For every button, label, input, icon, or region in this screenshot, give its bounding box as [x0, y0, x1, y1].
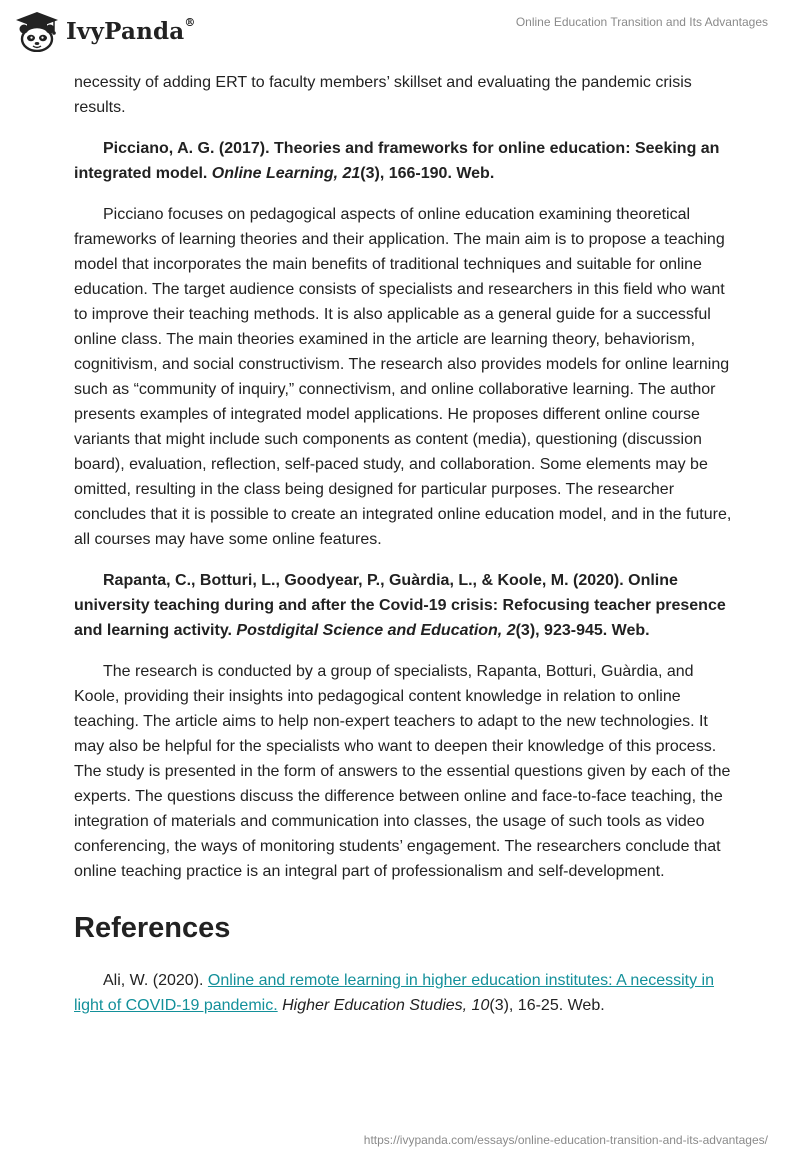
journal-title: Online Learning, 21 [211, 165, 361, 182]
logo[interactable] [14, 10, 196, 52]
references-heading: References [74, 912, 231, 944]
footer-url: https://ivypanda.com/essays/online-education-transition-and-its-advantages/ [363, 1133, 768, 1147]
reference-journal: Higher Education Studies, 10 [282, 997, 490, 1014]
annotated-reference-rapanta [74, 568, 734, 643]
document-title: Online Education Transition and Its Advantages [515, 15, 768, 29]
paragraph-continued: necessity of adding ERT to faculty members’ skillset and evaluating the pandemic crisis results. [74, 74, 692, 116]
essay-content [74, 70, 734, 1018]
brand-text: IvyPanda [66, 17, 185, 45]
registered-mark: ® [184, 15, 196, 29]
paragraph-picciano-summary: Picciano focuses on pedagogical aspects of online education examining theoretical frameworks of learning theories and their application. The main aim is to propose a teaching model that incorporates the main benefits of traditional techniques and suitable for online education. The target audience consists of specialists and researchers in this field who want to improve their teaching methods. It is also applicable as a general guide for a successful online class. The main theories examined in the article are learning theory, behaviorism, cognitivism, and social constructivism. The research also provides models for online learning such as “community of inquiry,” connectivism, and online collaborative learning. The author presents examples of integrated model applications. He proposes different online course variants that might include such components as content (media), questioning (discussion board), evaluation, reflection, self-paced study, and collaboration. Some elements may be omitted, resulting in the class being designed for particular purposes. The researcher concludes that it is possible to create an integrated online education model, and in the future, all courses may have some online features. [74, 206, 732, 548]
panda-logo-icon [14, 10, 60, 52]
paragraph-rapanta-summary: The research is conducted by a group of specialists, Rapanta, Botturi, Guàrdia, and Koole, providing their insights into pedagogical content knowledge in relation to online teaching. The article aims to help non-expert teachers to adapt to the new technologies. It may also be helpful for the specialists who want to deepen their knowledge of this process. The study is presented in the form of answers to the essential questions given by each of the experts. The questions discuss the difference between online and face-to-face teaching, the integration of materials and communication into classes, the usage of such tools as video conferencing, the ways of monitoring students’ engagement. The researchers conclude that online teaching practice is an integral part of professionalism and self-development. [74, 663, 731, 880]
annotated-reference-picciano [74, 136, 734, 186]
page-header [0, 0, 800, 62]
citation-text: Picciano, A. G. (2017). Theories and frameworks for online education: Seeking an integrated model. [74, 140, 720, 182]
reference-link[interactable]: Online and remote learning in higher education institutes: A necessity in light of COVID-19 pandemic. [74, 972, 715, 1014]
brand-name [66, 15, 196, 45]
journal-title: Postdigital Science and Education, 2 [236, 622, 516, 639]
reference-author: Ali, W. (2020). [103, 972, 208, 989]
reference-details: (3), 16-25. Web. [489, 997, 605, 1014]
citation-text: Rapanta, C., Botturi, L., Goodyear, P., Guàrdia, L., & Koole, M. (2020). Online university teaching during and after the Covid-19 crisis: Refocusing teacher presence and learning activity. [74, 572, 726, 639]
citation-details: (3), 166-190. Web. [360, 165, 495, 182]
citation-details: (3), 923-945. Web. [515, 622, 650, 639]
reference-entry-ali [74, 968, 734, 1018]
